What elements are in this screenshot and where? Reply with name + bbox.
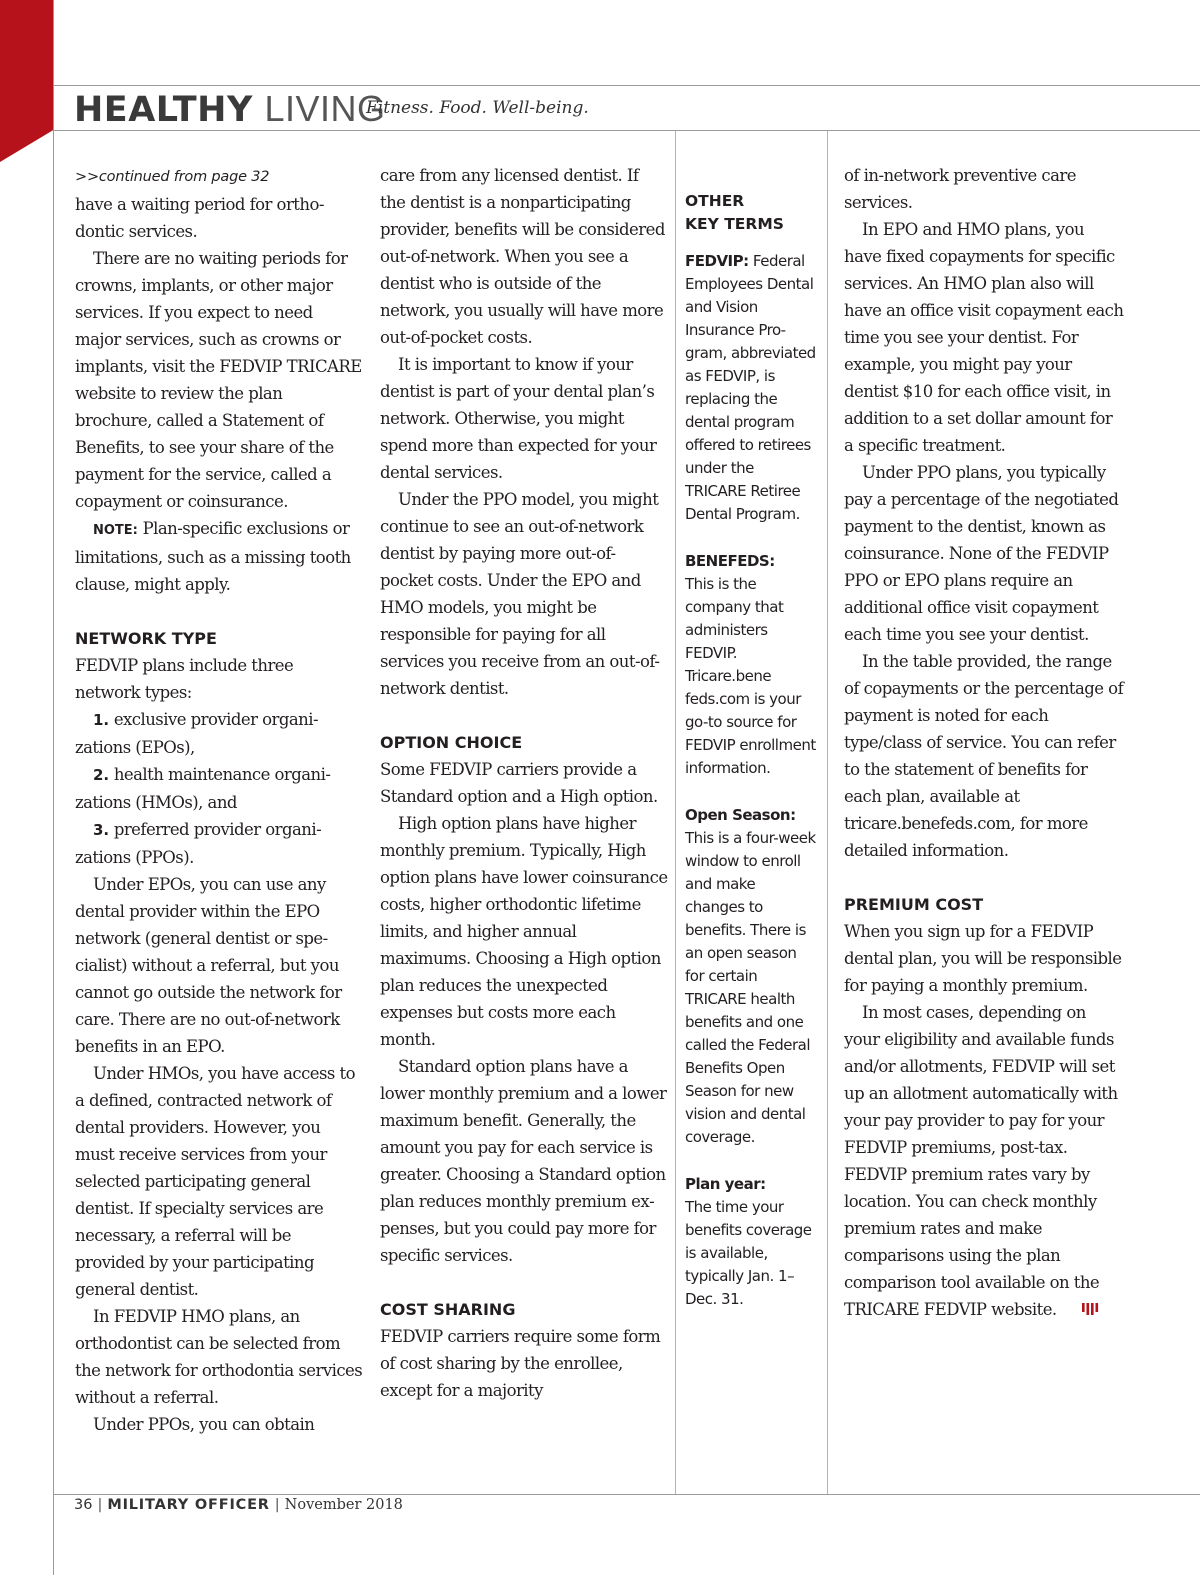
paragraph: Some FEDVIP carriers provide a Standard option and a High option. <box>380 760 658 806</box>
paragraph: Under PPOs, you can obtain <box>93 1415 315 1434</box>
continued-from-link[interactable]: >>continued from page 32 <box>75 169 270 185</box>
article-column-1 <box>75 162 363 1438</box>
paragraph: In EPO and HMO plans, you have fixed copayments for specific services. An HMO plan also will have an office visit copayment each time you see your dentist. For example, you might pay your dentist $10 for each office visit, in addition to a set dollar amount for a specific treatment. <box>844 220 1124 455</box>
term-benefeds: This is the company that administers FEDVIP. Tricare.bene feds.com is your go-to source for FEDVIP enrollment information. <box>685 575 816 777</box>
sidebar-title: OTHER KEY TERMS <box>685 192 784 233</box>
article-column-2 <box>380 162 668 1404</box>
section-title <box>74 88 386 130</box>
term-plan-year: The time your benefits coverage is available, typically Jan. 1–Dec. 31. <box>685 1198 812 1308</box>
key-terms-sidebar <box>685 190 817 1311</box>
page-footer <box>74 1497 403 1513</box>
term-label: FEDVIP: <box>685 252 749 270</box>
section-title-bold: HEALTHY <box>74 90 253 130</box>
magazine-name: MILITARY OFFICER <box>107 1497 270 1513</box>
paragraph: Under HMOs, you have access to a defined, contracted network of dental providers. However, you must receive services from your selected participating general dentist. If specialty services are necessary, a referral will be provided by your participating general dentist. <box>75 1064 356 1299</box>
list-item: 3. preferred provider organizations (PPOs). <box>75 820 322 867</box>
paragraph: High option plans have higher monthly premium. Typically, High option plans have lower coinsurance costs, higher orthodontic lifetime limits, and higher annual maximums. Choosing a High option plan reduces the unexpected expenses but costs more each month. <box>380 814 668 1049</box>
header-bottom-rule <box>54 130 1200 131</box>
subheading-cost-sharing: COST SHARING <box>380 1300 516 1319</box>
term-label: Open Season: <box>685 806 796 824</box>
article-column-4 <box>844 162 1126 1325</box>
end-mark-icon <box>1063 1298 1099 1325</box>
sidebar-right-rule <box>827 131 828 1494</box>
paragraph-final: In most cases, depending on your eligibility and available funds and/or allotments, FEDVIP will set up an allotment automatically with your pay provider to pay for your FEDVIP premiums, post-tax. FEDVIP premium rates vary by location. You can check monthly premium rates and make comparisons using the plan comparison tool available on the TRICARE FEDVIP website. <box>844 999 1126 1325</box>
footer-separator: | <box>274 1497 280 1513</box>
term-label: BENEFEDS: <box>685 552 775 570</box>
term-open-season: This is a four-week window to enroll and make changes to benefits. There is an open season for certain TRICARE health benefits and one called the Federal Benefits Open Season for new vision and dental coverage. <box>685 829 816 1146</box>
paragraph: care from any licensed dentist. If the dentist is a nonparticipating provider, benefits will be considered out-of-network. When you see a dentist who is outside of the network, you usually will have more out-of-pocket costs. <box>380 166 665 347</box>
section-title-light: LIVING <box>264 88 386 129</box>
note-paragraph: NOTE: Plan-specific exclusions or limitations, such as a missing tooth clause, might apply. <box>75 519 351 594</box>
list-item: 2. health maintenance organizations (HMOs), and <box>75 765 331 812</box>
footer-separator: | <box>97 1497 103 1513</box>
header-top-rule <box>54 85 1200 86</box>
paragraph: Standard option plans have a lower monthly premium and a lower maximum benefit. Generally, the amount you pay for each service is greater. Choosing a Standard option plan reduces monthly premium expenses, but you could pay more for specific services. <box>380 1057 667 1265</box>
sidebar-left-rule <box>675 131 676 1494</box>
issue-date: November 2018 <box>284 1497 403 1513</box>
subheading-premium-cost: PREMIUM COST <box>844 895 984 914</box>
footer-top-rule <box>54 1494 1200 1495</box>
paragraph: FEDVIP plans include three network types: <box>75 656 294 702</box>
paragraph: Under the PPO model, you might continue to see an out-of-network dentist by paying more out-of-pocket costs. Under the EPO and HMO models, you might be responsible for paying for all services you receive from an out-of-network dentist. <box>380 490 660 698</box>
note-label: NOTE: <box>93 523 138 538</box>
paragraph: When you sign up for a FEDVIP dental plan, you will be responsible for paying a monthly premium. <box>844 922 1122 995</box>
paragraph: Under EPOs, you can use any dental provider within the EPO network (general dentist or specialist) without a referral, but you cannot go outside the network for care. There are no out-of-network benefits in an EPO. <box>75 875 342 1056</box>
paragraph: In the table provided, the range of copayments or the percentage of payment is noted for each type/class of service. You can refer to the statement of benefits for each plan, available at tricare.benefeds.com, for more detailed information. <box>844 652 1124 860</box>
paragraph: It is important to know if your dentist is part of your dental plan’s network. Otherwise, you might spend more than expected for your dental services. <box>380 355 657 482</box>
paragraph: Under PPO plans, you typically pay a percentage of the negotiated payment to the dentist, known as coinsurance. None of the FEDVIP PPO or EPO plans require an additional office visit copayment each time you see your dentist. <box>844 463 1119 644</box>
page-left-rule <box>53 0 54 1575</box>
subheading-option-choice: OPTION CHOICE <box>380 733 523 752</box>
paragraph: of in-network preventive care services. <box>844 166 1076 212</box>
paragraph: FEDVIP carriers require some form of cost sharing by the enrollee, except for a majority <box>380 1327 661 1400</box>
paragraph: There are no waiting periods for crowns, implants, or other major services. If you expect to need major services, such as crowns or implants, visit the FEDVIP TRICARE website to review the plan brochure, called a Statement of Benefits, to see your share of the payment for the service, called a copayment or coinsurance. <box>75 249 362 511</box>
paragraph: have a waiting period for orthodontic services. <box>75 195 325 241</box>
section-color-tab <box>0 0 54 162</box>
page-number: 36 <box>74 1497 93 1513</box>
section-tagline: Fitness. Food. Well-being. <box>366 98 589 118</box>
paragraph: In FEDVIP HMO plans, an orthodontist can be selected from the network for orthodontia services without a referral. <box>75 1307 363 1407</box>
list-item: 1. exclusive provider organizations (EPOs), <box>75 710 319 757</box>
subheading-network-type: NETWORK TYPE <box>75 629 217 648</box>
term-fedvip: FEDVIP: Federal Employees Dental and Vision Insurance Program, abbreviated as FEDVIP, is replacing the dental program offered to retirees under the TRICARE Retiree Dental Program. <box>685 252 816 523</box>
term-label: Plan year: <box>685 1175 766 1193</box>
